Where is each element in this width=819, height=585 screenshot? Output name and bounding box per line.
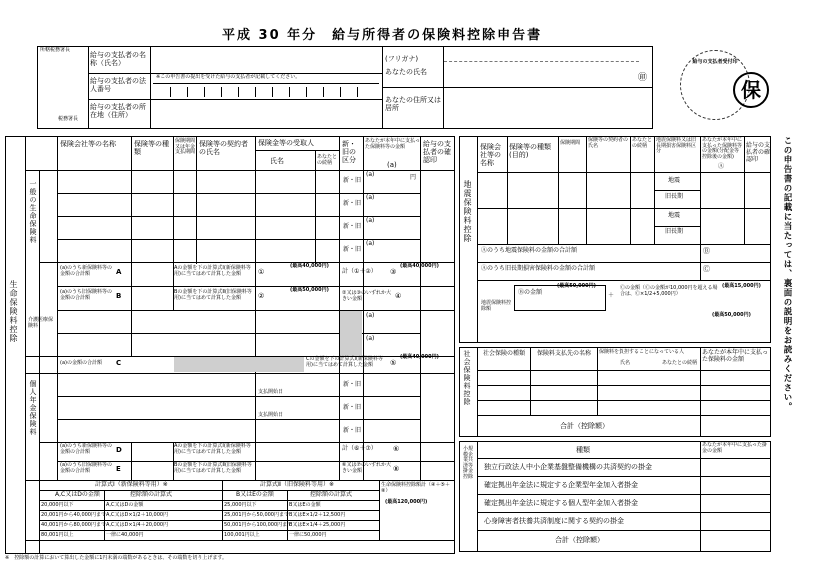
life-col-company: 保険会社等の名称 [60, 140, 116, 148]
f1-r2-b: A,C又はD×1/2＋10,000円 [106, 512, 169, 518]
newold-4[interactable]: 新・旧 [343, 246, 362, 253]
social-col-name: 氏名 [620, 360, 631, 366]
calc3-label: Cの金額を下の計算式Ⅰ(新保険料等用)に当てはめて計算した金額 [306, 356, 383, 368]
f2-r1-b: B又はEの金額 [289, 502, 321, 508]
a-mark-6: (a) [366, 335, 375, 342]
sum-b-label: (a)のうち旧保険料等の金額の合計額 [60, 289, 112, 301]
quake-section-label: 地震保険料控除 [463, 180, 472, 243]
formula2-head: 計算式Ⅱ（旧保険料等用）※ [260, 481, 334, 488]
f2-r3-b: B又はE×1/4＋25,000円 [289, 522, 346, 528]
circle-4: ④ [395, 292, 402, 300]
newold-3[interactable]: 新・旧 [343, 223, 362, 230]
general-life-label: 一般の生命保険料 [29, 180, 37, 244]
a-mark-5: (a) [366, 312, 375, 319]
social-col-payee: 保険料支払先の名称 [537, 350, 592, 357]
small-row-2: 確定拠出年金法に規定する企業型年金加入者掛金 [484, 481, 638, 489]
quake-row-b: Ⓐのうち地震保険料の金額の合計額 [481, 247, 578, 254]
quake-deduct-label: 地震保険料控除額 [481, 300, 512, 312]
small-row-1: 独立行政法人中小企業基盤整備機構の共済契約の掛金 [484, 463, 652, 471]
calc2-label: Bの金額を下の計算式Ⅱ(旧保険料等用)に当てはめて計算した金額 [174, 289, 252, 301]
social-section-label: 社会保険料控除 [463, 350, 471, 406]
social-col-type: 社会保険の種類 [483, 350, 526, 357]
formula-footnote: ※ 控除額の計算において算出した金額に1円未満の端数があるときは、その端数を切り上げます。 [5, 555, 227, 561]
box-c: C [116, 359, 122, 367]
pension-check-2: 支払開始日 [258, 412, 284, 418]
quake-kind2-b[interactable]: 旧長期 [665, 228, 684, 235]
sum-a-label: (a)のうち新保険料等の金額の合計額 [60, 265, 112, 277]
a-mark-1: (a) [366, 171, 375, 178]
newold-7[interactable]: 新・旧 [343, 427, 362, 434]
quake-kind1-b[interactable]: 地震 [668, 212, 681, 219]
f2-r2-b: B又はE×1/2＋12,500円 [289, 512, 346, 518]
f2-r4-a: 100,001円以上 [224, 532, 260, 538]
life-col-type: 保険等の種類 [134, 140, 169, 157]
f2-r2-a: 25,001円から50,000円まで [224, 512, 289, 518]
f1-r4-b: 一律に40,000円 [106, 532, 144, 538]
circle-2: ② [258, 292, 265, 300]
circle-1: ① [258, 268, 265, 276]
circle-8: ⑧ [393, 465, 400, 473]
applicant-address-label: あなたの住所又は居所 [385, 96, 441, 113]
payer-number-label: 給与の支払者の法人番号 [90, 77, 146, 94]
small-col-kind: 種類 [576, 446, 590, 454]
quake-kind1-a[interactable]: 地震 [668, 177, 681, 184]
f1-r4-a: 80,001円以上 [41, 532, 74, 538]
max-50k-1: (最高50,000円) [290, 287, 329, 293]
f2-r3-a: 50,001円から100,000円まで [224, 522, 293, 528]
social-col-amount: あなたが本年中に支払った保険料の金額 [702, 349, 769, 363]
yen-1: 円 [410, 174, 417, 181]
sum-67-label: 計（⑥＋⑦） [342, 445, 377, 452]
quake-mark-b: Ⓑ [703, 247, 710, 255]
life-section-label: 生命保険料控除 [9, 280, 18, 343]
quake-max50k: (最高50,000円) [557, 283, 596, 289]
tax-office-suffix: 税務署長 [58, 116, 79, 122]
quake-col-amount: あなたが本年中に支払った保険料等の金額(分配金等控除後の金額) [702, 137, 743, 160]
life-col-recipient: 保険金等の受取人 [258, 139, 314, 147]
life-col-name: 氏名 [270, 157, 284, 165]
life-col-contractor: 保険等の契約者の氏名 [199, 140, 248, 157]
quake-col-type: 保険等の種類(目的) [509, 143, 551, 160]
calc1-label: Aの金額を下の計算式Ⅰ(新保険料等用)に当てはめて計算した金額 [174, 265, 251, 277]
f1-r1-a: 20,000円以下 [41, 502, 74, 508]
life-total-label: 生命保険料控除額計（④＋⑤＋⑧） [381, 482, 450, 494]
pension-label: 個人年金保険料 [29, 380, 37, 436]
f2-r4-b: 一律に50,000円 [289, 532, 327, 538]
sum-d-label: (a)のうち新保険料等の金額の合計額 [60, 443, 112, 455]
f1-r3-a: 40,001円から80,000円まで [41, 522, 106, 528]
quake-deduct-b: Ⓑの金額 [518, 289, 543, 296]
calc2-label-e: Bの金額を下の計算式Ⅱ(旧保険料等用)に当てはめて計算した金額 [174, 462, 252, 474]
insurance-stamp-icon: 保 [733, 72, 769, 108]
small-row-3: 確定拠出年金法に規定する個人型年金加入者掛金 [484, 499, 638, 507]
life-col-period: 保険期間又は年金支払期間 [175, 138, 196, 155]
box-a: A [116, 268, 122, 276]
small-total-label: 合計（控除額） [555, 536, 604, 544]
box-d: D [116, 446, 122, 454]
pension-check-1: 支払開始日 [258, 389, 284, 395]
formula1-head: 計算式Ⅰ（新保険料等用）※ [95, 481, 168, 488]
receipt-stamp-text: 給与の支払者受付印 [692, 59, 738, 65]
a-mark-4: (a) [366, 240, 375, 247]
quake-col-company: 保険会社等の名称 [480, 143, 501, 168]
quake-row-c: Ⓐのうち旧長期損害保険料の金額の合計額 [481, 265, 596, 272]
formula2-col-amount: B又はEの金額 [236, 491, 274, 498]
f1-r3-b: A,C又はD×1/4＋20,000円 [106, 522, 169, 528]
seal-mark-icon: ㊞ [638, 73, 648, 83]
social-col-bearer: 保険料を負担することになっている人 [599, 349, 685, 355]
care-label: 介護医療保険料 [28, 317, 54, 329]
quake-total-max: (最高50,000円) [712, 312, 751, 318]
calc1-label-d: Aの金額を下の計算式Ⅰ(新保険料等用)に当てはめて計算した金額 [174, 443, 251, 455]
pick-larger2-label: ⑥又は⑦のいずれか大きい金額 [342, 462, 391, 474]
tax-office-label: 所轄税務署長 [40, 47, 71, 53]
formula2-col-calc: 控除額の計算式 [310, 491, 353, 498]
life-col-amount: あなたが本年中に支払った保険料等の金額 [365, 138, 421, 150]
social-total-label: 合計（控除額） [560, 422, 609, 430]
life-col-confirm: 給与の支払者の確認印 [423, 140, 451, 165]
form-title: 平成 30 年分 給与所得者の保険料控除申告書 [222, 28, 543, 43]
max-120k: (最高120,000円) [385, 499, 428, 505]
max-40k-1: (最高40,000円) [290, 263, 329, 269]
box-e: E [116, 465, 121, 473]
sum-e-label: (a)のうち旧保険料等の金額の合計額 [60, 462, 112, 474]
social-col-relation: あなたとの続柄 [662, 360, 698, 366]
payer-number-note: ※この申告書の提出を受けた給与の支払者が記載してください。 [156, 74, 301, 80]
small-col-amount: あなたが本年中に支払った掛金の金額 [702, 442, 768, 454]
circle-3: ③ [390, 268, 397, 276]
life-col-newold: 新・旧の区分 [342, 140, 356, 165]
newold-5[interactable]: 新・旧 [343, 381, 362, 388]
a-mark-2: (a) [366, 194, 375, 201]
formula1-col-calc: 控除額の計算式 [130, 491, 173, 498]
quake-col-confirm: 給与の支払者の確認印 [746, 142, 771, 163]
circle-5: ⑤ [390, 359, 397, 367]
box-b: B [116, 292, 122, 300]
applicant-name-label: あなたの氏名 [385, 68, 427, 76]
newold-2[interactable]: 新・旧 [343, 200, 362, 207]
life-col-amount-sub: (a) [387, 161, 397, 169]
newold-6[interactable]: 新・旧 [343, 404, 362, 411]
quake-mark-c: Ⓒ [703, 265, 710, 273]
quake-col-kind: 地震保険料又は旧長期損害保険料区分 [656, 137, 697, 154]
small-row-4: 心身障害者扶養共済制度に関する契約の掛金 [484, 517, 624, 525]
sum-12-label: 計（①＋②） [342, 268, 377, 275]
small-section-label: 小規模企業共済等掛金控除 [462, 446, 473, 480]
formula1-col-amount: A,C又はDの金額 [55, 491, 100, 498]
f1-r2-a: 20,001円から40,000円まで [41, 512, 106, 518]
max-40k-3: (最高40,000円) [400, 354, 439, 360]
quake-col-period: 保険期間 [560, 140, 581, 146]
payer-address-label: 給与の支払者の所在地（住所） [90, 103, 146, 120]
quake-kind2-a[interactable]: 旧長期 [665, 193, 684, 200]
newold-1[interactable]: 新・旧 [343, 177, 362, 184]
sum-c-label: (a)の金額の合計額 [60, 360, 102, 366]
life-col-relation: あなたとの続柄 [317, 154, 338, 166]
max-40k-2: (最高40,000円) [400, 263, 439, 269]
circle-6: ⑥ [393, 445, 400, 453]
quake-col-contractor: 保険等の契約者の氏名 [588, 137, 629, 149]
quake-max15k: (最高15,000円) [722, 283, 761, 289]
f2-r1-a: 25,000円以下 [224, 502, 257, 508]
quake-col-amount-sub: Ⓐ [718, 163, 725, 170]
furigana-label: (フリガナ) [385, 55, 419, 63]
quake-c-rule: Ⓒの金額（Ⓒの金額が10,000円を超える場合は、Ⓒ×1/2+5,000円） [620, 285, 718, 297]
a-mark-3: (a) [366, 217, 375, 224]
payer-name-label: 給与の支払者の名称（氏名） [90, 51, 146, 68]
pick-larger-label: ②又は③のいずれか大きい金額 [342, 290, 391, 302]
quake-col-relation: あなたとの続柄 [632, 137, 653, 149]
side-note: この申告書の記載に当たっては、裏面の説明をお読みください。 [782, 136, 792, 412]
f1-r1-b: A,C又はDの金額 [106, 502, 144, 508]
